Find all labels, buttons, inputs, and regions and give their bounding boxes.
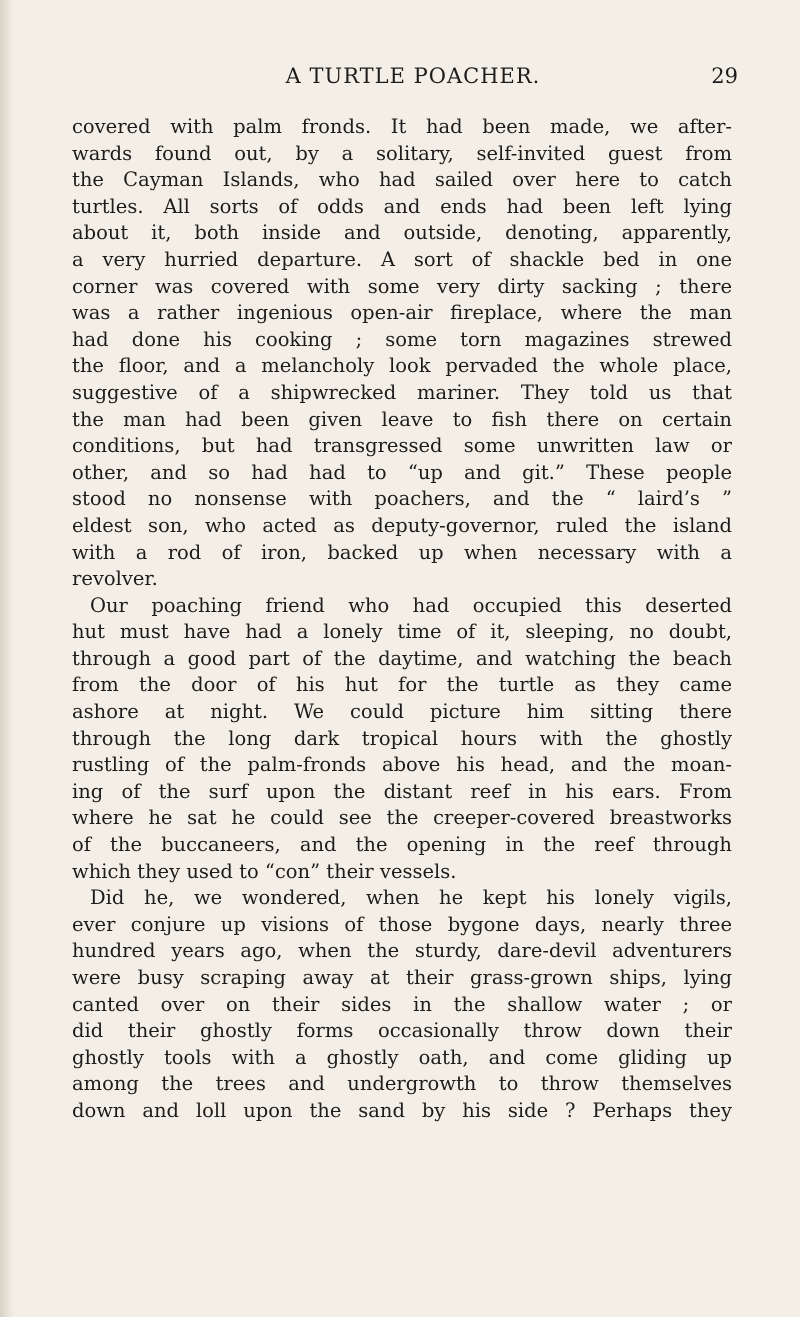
text-line: from the door of his hut for the turtle as they came	[72, 673, 732, 697]
text-line: canted over on their sides in the shallow water ; or	[72, 992, 732, 1016]
text-line: down and loll upon the sand by his side ? Perhaps they	[72, 1098, 732, 1122]
text-line: stood no nonsense with poachers, and the “ laird’s ”	[72, 487, 732, 511]
text-line: eldest son, who acted as deputy-governor, ruled the island	[72, 513, 732, 537]
text-line: where he sat he could see the creeper-covered breastworks	[72, 806, 732, 830]
text-line: hundred years ago, when the sturdy, dare-devil adventurers	[72, 939, 732, 963]
paragraph	[72, 885, 732, 1124]
text-line: with a rod of iron, backed up when necessary with a	[72, 540, 732, 564]
text-line: the Cayman Islands, who had sailed over here to catch	[72, 168, 732, 192]
text-line: revolver.	[72, 567, 158, 591]
paragraph	[72, 114, 732, 593]
text-line: were busy scraping away at their grass-grown ships, lying	[72, 966, 732, 989]
text-line: ing of the surf upon the distant reef in his ears. From	[72, 779, 732, 803]
page-header	[88, 64, 738, 92]
text-line: the man had been given leave to fish there on certain	[72, 407, 732, 431]
page-gutter-shadow	[0, 0, 14, 1317]
text-line: among the trees and undergrowth to throw themselves	[72, 1072, 732, 1096]
text-line: other, and so had had to “up and git.” These people	[72, 460, 732, 484]
page-number: 29	[711, 64, 738, 88]
text-line: which they used to “con” their vessels.	[72, 859, 457, 883]
paragraph	[72, 593, 732, 886]
text-line: did their ghostly forms occasionally throw down their	[72, 1019, 732, 1043]
text-line: about it, both inside and outside, denoting, apparently,	[72, 221, 732, 245]
text-line: ever conjure up visions of those bygone days, nearly three	[72, 912, 732, 936]
text-line: through the long dark tropical hours with the ghostly	[72, 726, 732, 750]
text-line: Did he, we wondered, when he kept his lonely vigils,	[90, 886, 732, 910]
text-line: rustling of the palm-fronds above his head, and the moan-	[72, 753, 732, 777]
text-line: corner was covered with some very dirty sacking ; there	[72, 274, 732, 298]
text-line: wards found out, by a solitary, self-invited guest from	[72, 141, 732, 165]
text-line: had done his cooking ; some torn magazines strewed	[72, 327, 732, 351]
text-line: ghostly tools with a ghostly oath, and come gliding up	[72, 1045, 732, 1069]
text-line: covered with palm fronds. It had been made, we after-	[72, 115, 732, 138]
text-line: ashore at night. We could picture him sitting there	[72, 700, 732, 724]
text-line: Our poaching friend who had occupied this deserted	[90, 593, 732, 617]
running-head: A TURTLE POACHER.	[285, 64, 541, 88]
text-line: hut must have had a lonely time of it, sleeping, no doubt,	[72, 620, 732, 644]
text-line: through a good part of the daytime, and watching the beach	[72, 646, 732, 670]
text-line: turtles. All sorts of odds and ends had been left lying	[72, 194, 732, 218]
text-line: a very hurried departure. A sort of shackle bed in one	[72, 247, 732, 271]
text-line: the floor, and a melancholy look pervaded the whole place,	[72, 354, 732, 378]
text-line: was a rather ingenious open-air fireplace, where the man	[72, 301, 732, 325]
body-text	[72, 114, 732, 1125]
text-line: suggestive of a shipwrecked mariner. They told us that	[72, 380, 732, 404]
text-line: conditions, but had transgressed some unwritten law or	[72, 434, 732, 458]
text-line: of the buccaneers, and the opening in the reef through	[72, 833, 732, 857]
